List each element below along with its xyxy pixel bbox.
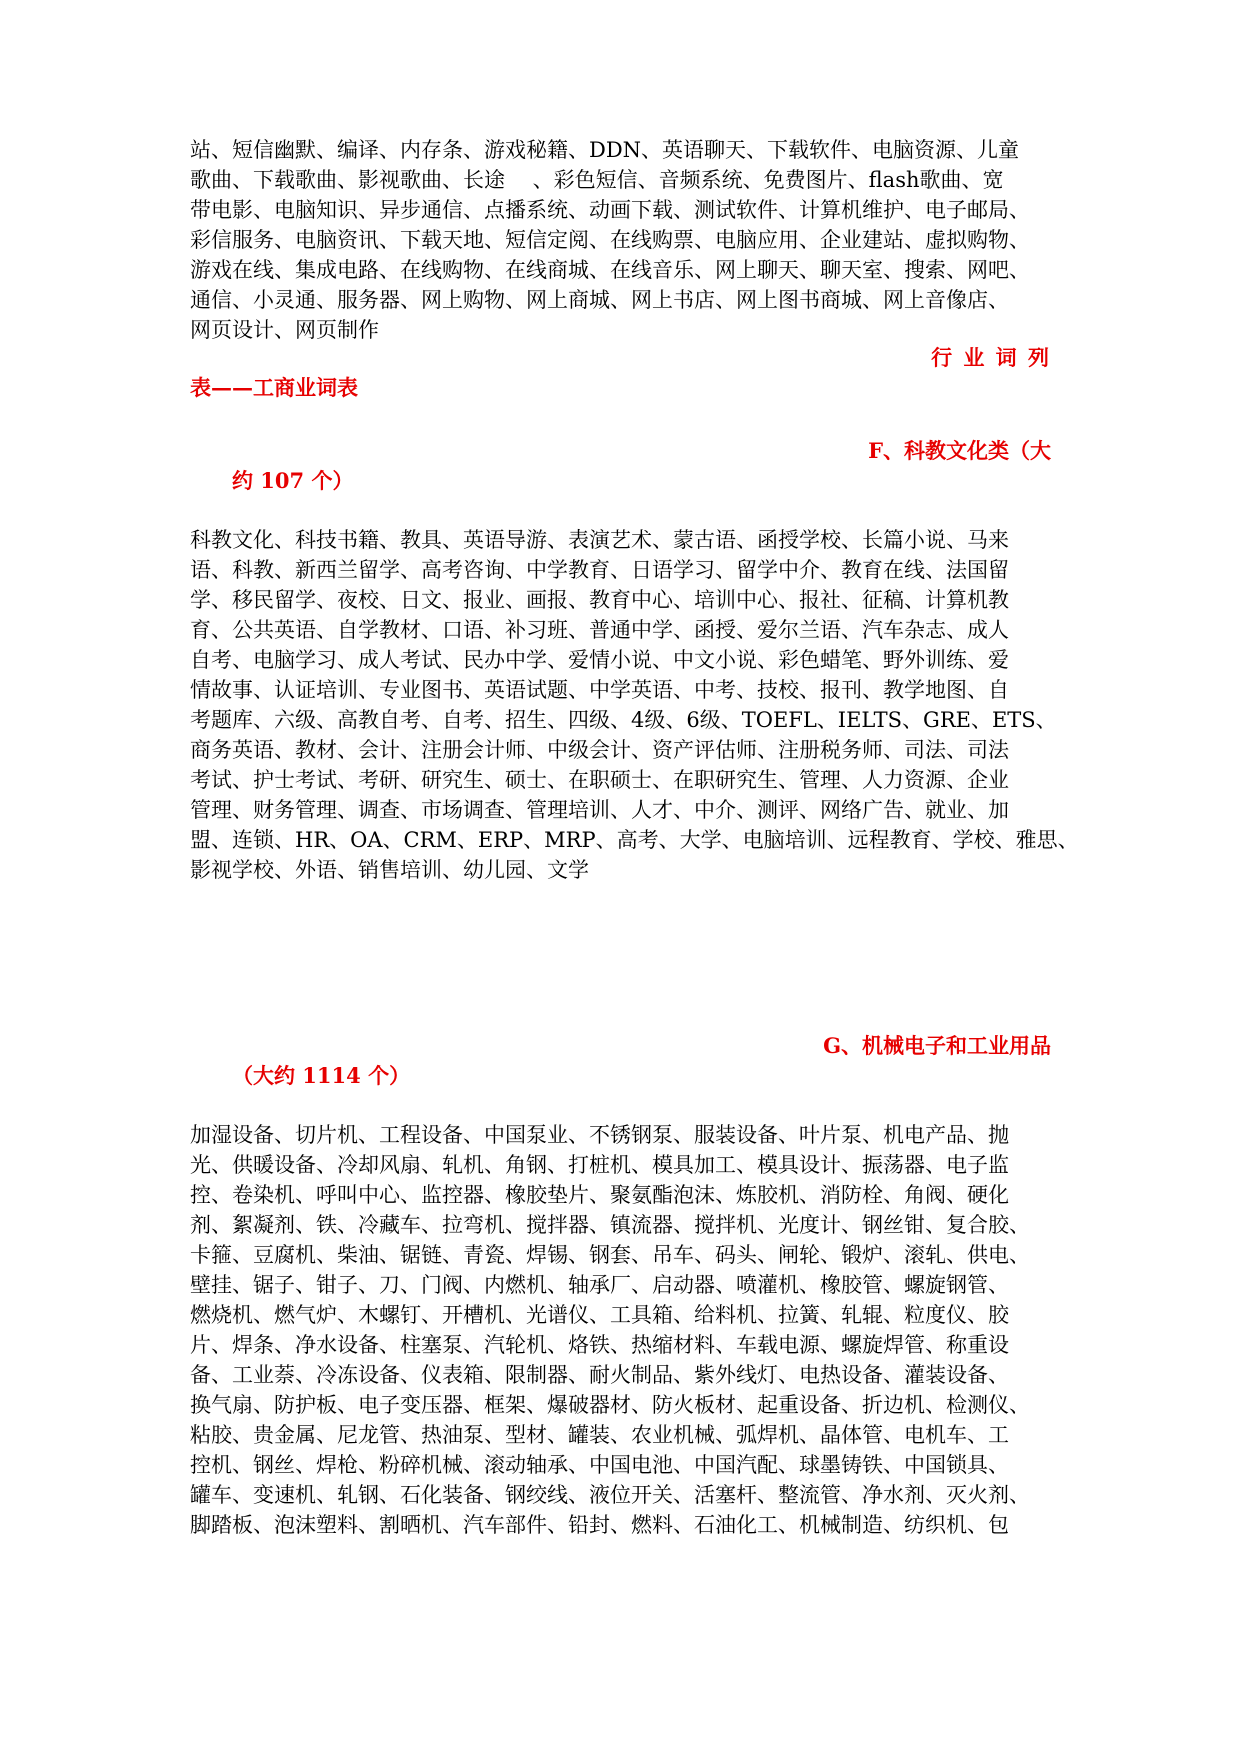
text-line: 影视学校、外语、销售培训、幼儿园、文学 — [190, 858, 589, 882]
text-line: 加湿设备、切片机、工程设备、中国泵业、不锈钢泵、服装设备、叶片泵、机电产品、抛 — [190, 1123, 1009, 1147]
text-line: 换气扇、防护板、电子变压器、框架、爆破器材、防火板材、起重设备、折边机、检测仪、 — [190, 1393, 1030, 1417]
text-line: 管理、财务管理、调查、市场调查、管理培训、人才、中介、测评、网络广告、就业、加 — [190, 798, 1009, 822]
industry-heading-right: 行 业 词 列 — [931, 345, 1051, 370]
text-line: 歌曲、下载歌曲、影视歌曲、长途 、彩色短信、音频系统、免费图片、flash歌曲、宽 — [190, 168, 1004, 192]
text-line: 通信、小灵通、服务器、网上购物、网上商城、网上书店、网上图书商城、网上音像店、 — [190, 288, 1009, 312]
text-line: 光、供暖设备、冷却风扇、轧机、角钢、打桩机、模具加工、模具设计、振荡器、电子监 — [190, 1153, 1009, 1177]
industry-heading-left: 表——工商业词表 — [190, 375, 358, 400]
text-line: 片、焊条、净水设备、柱塞泵、汽轮机、烙铁、热缩材料、车载电源、螺旋焊管、称重设 — [190, 1333, 1009, 1357]
text-line: 粘胶、贵金属、尼龙管、热油泵、型材、罐装、农业机械、弧焊机、晶体管、电机车、工 — [190, 1423, 1009, 1447]
text-line: 控机、钢丝、焊枪、粉碎机械、滚动轴承、中国电池、中国汽配、球墨铸铁、中国锁具、 — [190, 1453, 1009, 1477]
text-line: 彩信服务、电脑资讯、下载天地、短信定阅、在线购票、电脑应用、企业建站、虚拟购物、 — [190, 228, 1030, 252]
text-line: 游戏在线、集成电路、在线购物、在线商城、在线音乐、网上聊天、聊天室、搜索、网吧、 — [190, 258, 1030, 282]
text-line: 燃烧机、燃气炉、木螺钉、开槽机、光谱仪、工具箱、给料机、拉簧、轧辊、粒度仪、胶 — [190, 1303, 1009, 1327]
text-line: 盟、连锁、HR、OA、CRM、ERP、MRP、高考、大学、电脑培训、远程教育、学校、雅思、 — [190, 828, 1079, 852]
text-line: 科教文化、科技书籍、教具、英语导游、表演艺术、蒙古语、函授学校、长篇小说、马来 — [190, 528, 1009, 552]
text-line: 卡箍、豆腐机、柴油、锯链、青瓷、焊锡、钢套、吊车、码头、闸轮、锻炉、滚轧、供电、 — [190, 1243, 1030, 1267]
section-g-heading-right: G、机械电子和工业用品 — [823, 1033, 1051, 1058]
text-line: 自考、电脑学习、成人考试、民办中学、爱情小说、中文小说、彩色蜡笔、野外训练、爱 — [190, 648, 1009, 672]
text-line: 站、短信幽默、编译、内存条、游戏秘籍、DDN、英语聊天、下载软件、电脑资源、儿童 — [190, 138, 1020, 162]
text-line: 脚踏板、泡沫塑料、割晒机、汽车部件、铅封、燃料、石油化工、机械制造、纺织机、包 — [190, 1513, 1009, 1537]
text-line: 商务英语、教材、会计、注册会计师、中级会计、资产评估师、注册税务师、司法、司法 — [190, 738, 1009, 762]
section-f-heading-right: F、科教文化类（大 — [868, 438, 1051, 463]
text-line: 壁挂、锯子、钳子、刀、门阀、内燃机、轴承厂、启动器、喷灌机、橡胶管、螺旋钢管、 — [190, 1273, 1009, 1297]
section-g-heading-left: （大约 1114 个） — [232, 1063, 411, 1088]
section-f-heading-left: 约 107 个） — [232, 468, 354, 493]
text-line: 备、工业萘、冷冻设备、仪表箱、限制器、耐火制品、紫外线灯、电热设备、灌装设备、 — [190, 1363, 1009, 1387]
text-line: 罐车、变速机、轧钢、石化装备、钢绞线、液位开关、活塞杆、整流管、净水剂、灭火剂、 — [190, 1483, 1030, 1507]
text-line: 育、公共英语、自学教材、口语、补习班、普通中学、函授、爱尔兰语、汽车杂志、成人 — [190, 618, 1009, 642]
text-line: 剂、絮凝剂、铁、冷藏车、拉弯机、搅拌器、镇流器、搅拌机、光度计、钢丝钳、复合胶、 — [190, 1213, 1030, 1237]
text-line: 情故事、认证培训、专业图书、英语试题、中学英语、中考、技校、报刊、教学地图、自 — [190, 678, 1009, 702]
text-line: 语、科教、新西兰留学、高考咨询、中学教育、日语学习、留学中介、教育在线、法国留 — [190, 558, 1009, 582]
text-line: 考题库、六级、高教自考、自考、招生、四级、4级、6级、TOEFL、IELTS、GRE、ETS、 — [190, 708, 1057, 732]
text-line: 带电影、电脑知识、异步通信、点播系统、动画下载、测试软件、计算机维护、电子邮局、 — [190, 198, 1030, 222]
text-line: 控、卷染机、呼叫中心、监控器、橡胶垫片、聚氨酯泡沫、炼胶机、消防栓、角阀、硬化 — [190, 1183, 1009, 1207]
text-line: 考试、护士考试、考研、研究生、硕士、在职硕士、在职研究生、管理、人力资源、企业 — [190, 768, 1009, 792]
text-line: 学、移民留学、夜校、日文、报业、画报、教育中心、培训中心、报社、征稿、计算机教 — [190, 588, 1009, 612]
text-line: 网页设计、网页制作 — [190, 318, 379, 342]
